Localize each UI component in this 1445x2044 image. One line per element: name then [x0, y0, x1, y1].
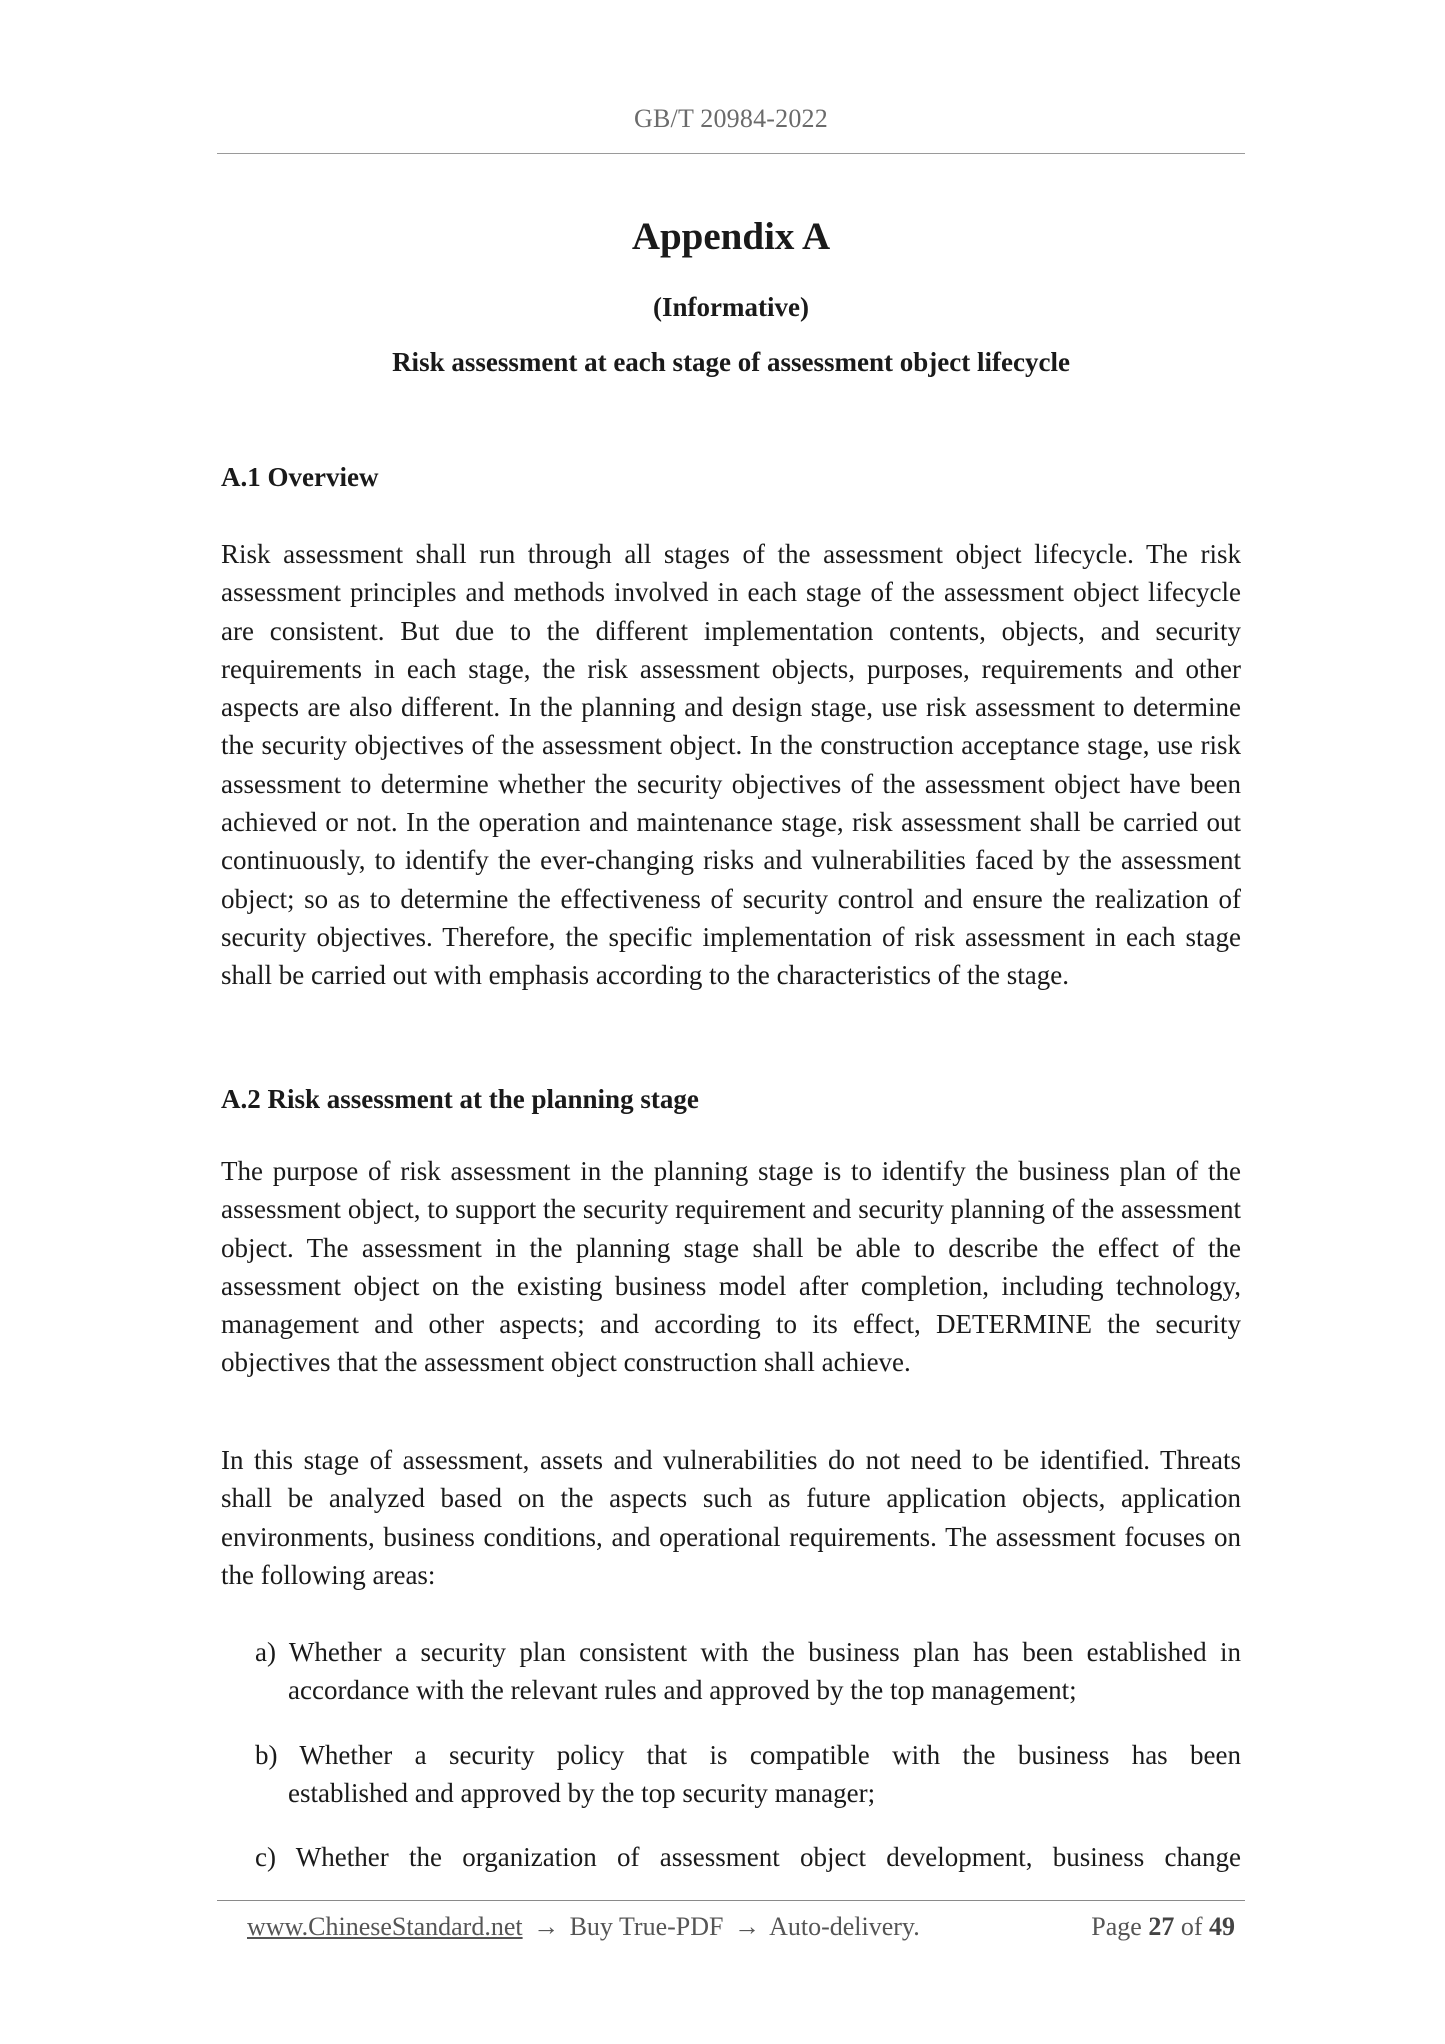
arrow-right-icon: → [533, 1912, 560, 1941]
footer-buy-text: Buy True-PDF [569, 1912, 724, 1941]
footer-site-link[interactable]: www.ChineseStandard.net [247, 1912, 523, 1941]
list-item-b-line1: b) Whether a security policy that is compatible with the business has been [255, 1740, 1241, 1770]
section-heading-a2: A.2 Risk assessment at the planning stage [221, 1084, 699, 1114]
section-a2-paragraph-2: In this stage of assessment, assets and vulnerabilities do not need to be identified. Threats shall be analyzed based on the aspects such as future application objects, application environments, business conditions, and operational requirements. The assessment focuses on the following areas: [221, 1445, 1241, 1590]
footer-promo [247, 1912, 920, 1942]
appendix-subtitle: (Informative) [653, 292, 809, 322]
page-current: 27 [1148, 1912, 1175, 1941]
list-item-c [255, 1838, 1241, 1876]
list-item-b [255, 1736, 1241, 1813]
appendix-title: Appendix A [631, 215, 831, 258]
page-number [1091, 1912, 1235, 1942]
page-label: Page [1091, 1912, 1142, 1941]
section-a1-paragraph: Risk assessment shall run through all stages of the assessment object lifecycle. The risk assessment principles and methods involved in each stage of the assessment object lifecycle are consistent. But due to the different implementation contents, objects, and security requirements in each stage, the risk assessment objects, purposes, requirements and other aspects are also different. In the planning and design stage, use risk assessment to determine the security objectives of the assessment object. In the construction acceptance stage, use risk assessment to determine whether the security objectives of the assessment object have been achieved or not. In the operation and maintenance stage, risk assessment shall be carried out continuously, to identify the ever-changing risks and vulnerabilities faced by the assessment object; so as to determine the effectiveness of security control and ensure the realization of security objectives. Therefore, the specific implementation of risk assessment in each stage shall be carried out with emphasis according to the characteristics of the stage. [221, 539, 1241, 991]
document-header-id: GB/T 20984-2022 [634, 104, 828, 133]
page-total: 49 [1209, 1912, 1235, 1941]
appendix-description: Risk assessment at each stage of assessment object lifecycle [392, 347, 1070, 377]
footer-delivery-text: Auto-delivery. [769, 1912, 920, 1941]
list-item-c-line1: c) Whether the organization of assessment object development, business change [255, 1842, 1241, 1872]
list-item-b-line2: established and approved by the top security manager; [288, 1778, 876, 1809]
list-item-a-line1: a) Whether a security plan consistent with the business plan has been established in [255, 1637, 1241, 1667]
list-item-a-line2: accordance with the relevant rules and approved by the top management; [288, 1675, 1077, 1706]
footer-divider [217, 1900, 1245, 1901]
list-item-a [255, 1633, 1241, 1710]
section-a2-paragraph-1: The purpose of risk assessment in the planning stage is to identify the business plan of the assessment object, to support the security requirement and security planning of the assessment object. The assessment in the planning stage shall be able to describe the effect of the assessment object on the existing business model after completion, including technology, management and other aspects; and according to its effect, DETERMINE the security objectives that the assessment object construction shall achieve. [221, 1156, 1241, 1378]
section-heading-a1: A.1 Overview [221, 462, 379, 492]
arrow-right-icon: → [734, 1912, 760, 1941]
page-of-label: of [1180, 1912, 1203, 1941]
header-divider [217, 153, 1245, 154]
